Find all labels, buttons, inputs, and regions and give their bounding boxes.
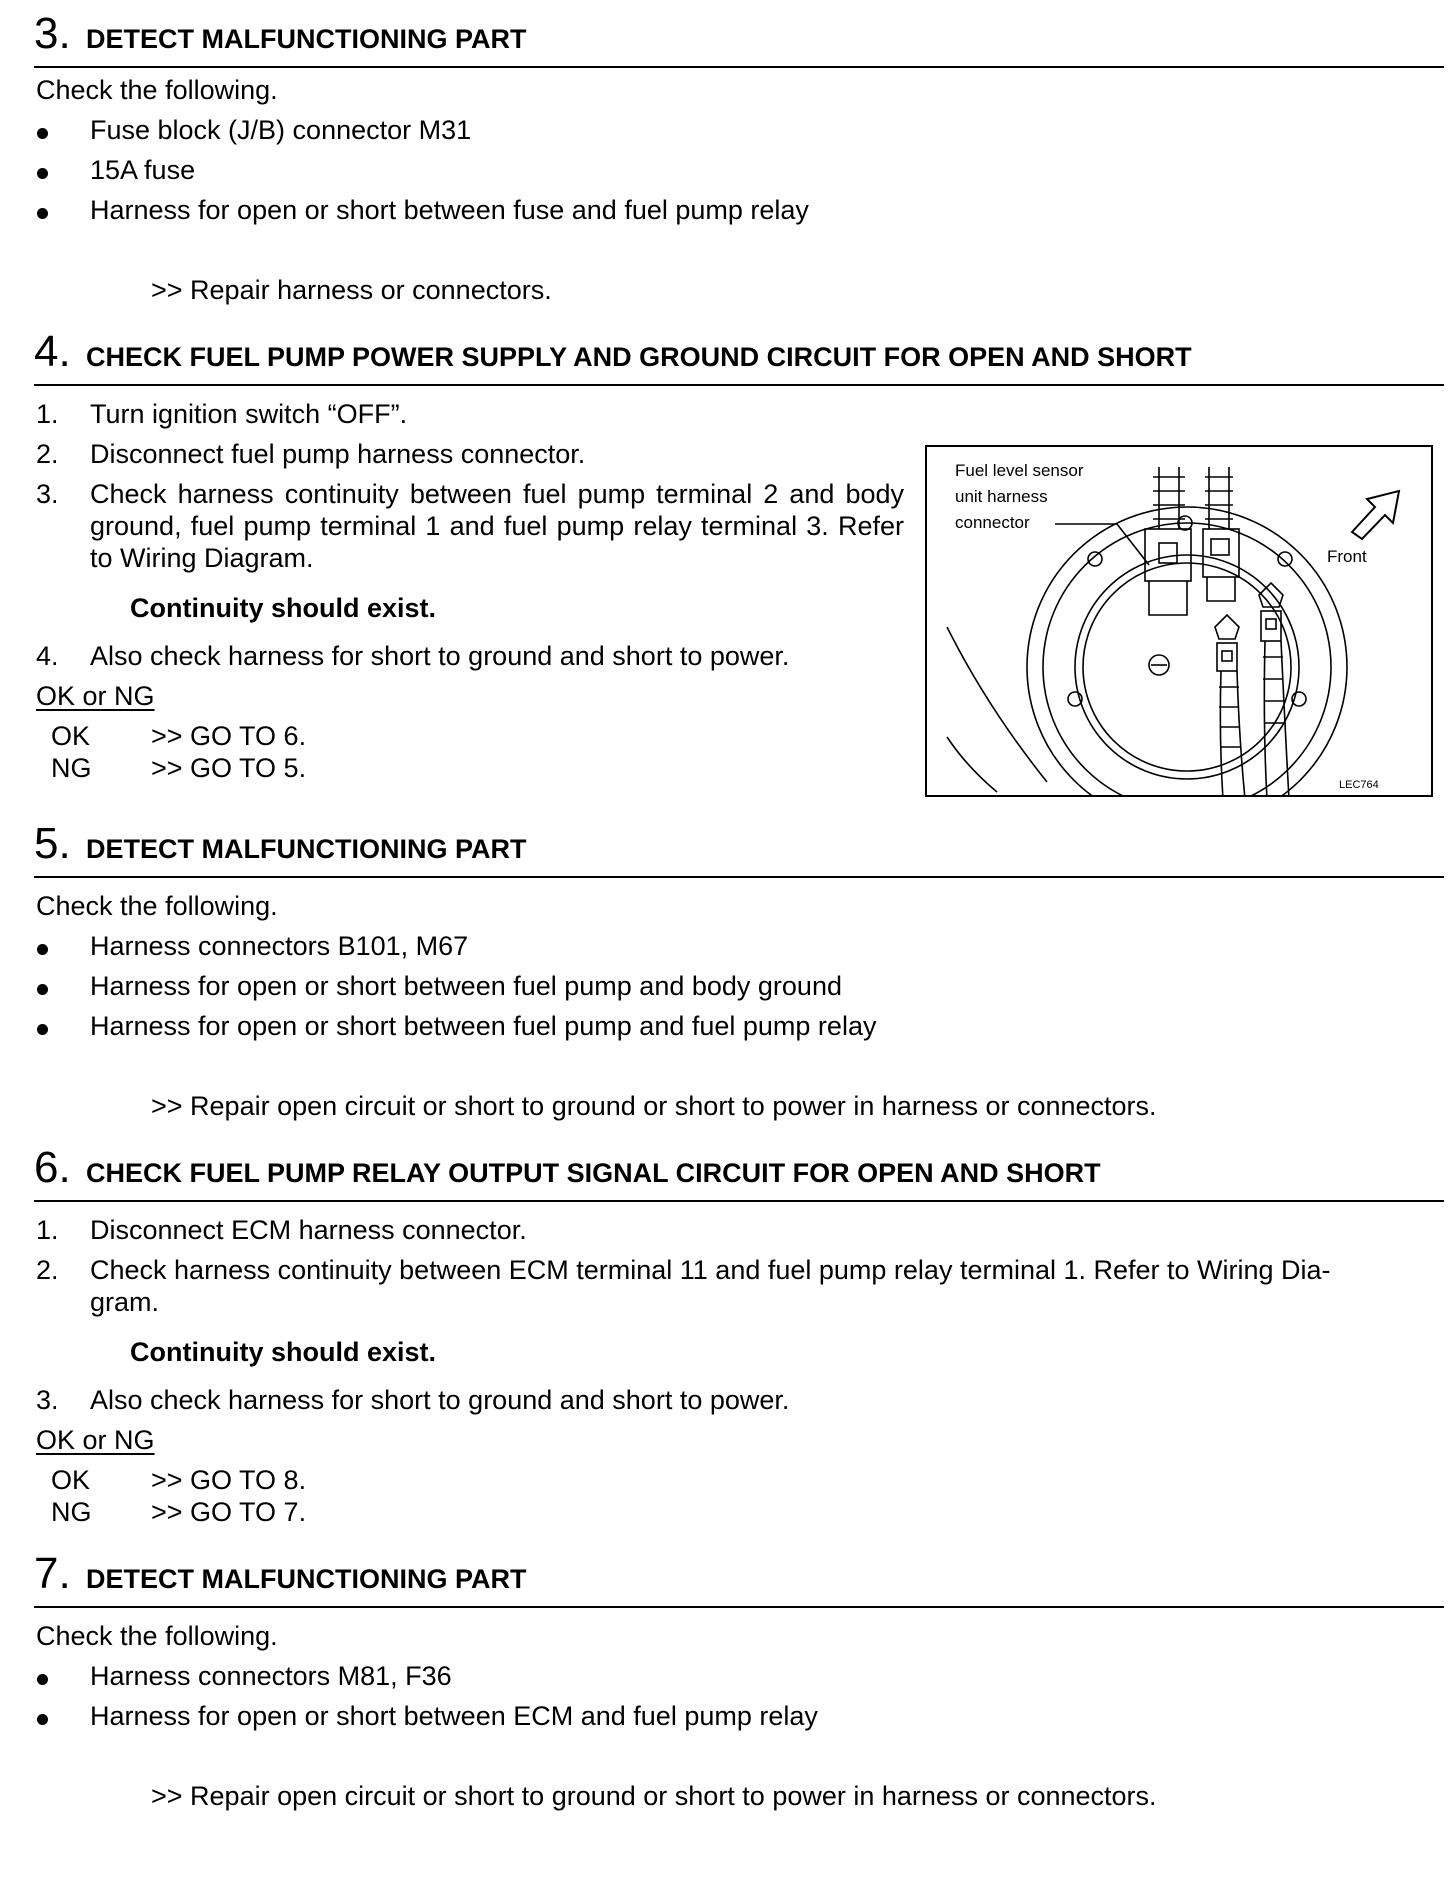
step-item-number: 1. (36, 1215, 59, 1245)
step-number: 7. (34, 1549, 71, 1598)
step-item-text: Also check harness for short to ground and short to power. (90, 1385, 790, 1415)
step-item-text: Turn ignition switch “OFF”. (90, 399, 408, 429)
ng-label: NG (51, 753, 92, 783)
step-item-number: 4. (36, 641, 59, 671)
repair-action: >> Repair open circuit or short to ground or short to power in harness or connectors. (151, 1781, 1157, 1811)
step-number: 6. (34, 1143, 71, 1192)
repair-action: >> Repair harness or connectors. (151, 275, 552, 305)
bullet-icon (37, 208, 48, 219)
repair-action: >> Repair open circuit or short to ground or short to power in harness or connectors. (151, 1091, 1157, 1121)
step-title: CHECK FUEL PUMP POWER SUPPLY AND GROUND CIRCUIT FOR OPEN AND SHORT (86, 342, 1192, 372)
step-item-number: 3. (36, 1385, 59, 1415)
figure-code: LEC764 (1339, 779, 1379, 791)
continuity-note: Continuity should exist. (130, 593, 437, 623)
step-item-number: 2. (36, 1255, 59, 1285)
step-title: DETECT MALFUNCTIONING PART (86, 1564, 527, 1594)
list-item: Harness for open or short between ECM and fuel pump relay (90, 1701, 818, 1731)
step-7-header (34, 1540, 1444, 1608)
list-item: Harness connectors B101, M67 (90, 931, 469, 961)
step-item-text: Also check harness for short to ground and short to power. (90, 641, 790, 671)
step-intro: Check the following. (36, 75, 278, 105)
bullet-icon (37, 1024, 48, 1035)
ok-label: OK (51, 1465, 91, 1495)
ok-ng-label: OK or NG (36, 681, 155, 711)
figure-label: connector (955, 513, 1030, 532)
step-item-text: Disconnect fuel pump harness connector. (90, 439, 586, 469)
figure-label: Fuel level sensor (955, 461, 1084, 480)
step-title: DETECT MALFUNCTIONING PART (86, 24, 527, 54)
list-item: Harness for open or short between fuel pump and fuel pump relay (90, 1011, 877, 1041)
step-item-number: 2. (36, 439, 59, 469)
list-item: Harness connectors M81, F36 (90, 1661, 452, 1691)
step-item-text: gram. (90, 1287, 160, 1317)
step-item-text: Check harness continuity between ECM terminal 11 and fuel pump relay terminal 1. Refer to Wiring Dia- (90, 1255, 1331, 1285)
step-item-text: Check harness continuity between fuel pump terminal 2 and body ground, fuel pump terminal 1 and fuel pump relay terminal 3. Refer to Wiring Diagram. (90, 479, 904, 573)
step-number: 5. (34, 819, 71, 868)
ng-action: >> GO TO 5. (151, 753, 307, 783)
bullet-icon (37, 128, 48, 139)
step-intro: Check the following. (36, 891, 278, 921)
bullet-icon (37, 1714, 48, 1725)
step-6-header (34, 1134, 1444, 1202)
fuel-pump-connector-figure (925, 445, 1433, 797)
step-number: 3. (34, 9, 71, 58)
step-item-text: Disconnect ECM harness connector. (90, 1215, 527, 1245)
step-number: 4. (34, 327, 71, 376)
ok-ng-label: OK or NG (36, 1425, 155, 1455)
step-3-header (34, 0, 1444, 68)
step-4-header (34, 318, 1444, 386)
step-intro: Check the following. (36, 1621, 278, 1651)
list-item: Harness for open or short between fuse and fuel pump relay (90, 195, 809, 225)
front-label: Front (1327, 547, 1367, 566)
step-5-header (34, 810, 1444, 878)
ok-label: OK (51, 721, 91, 751)
ng-label: NG (51, 1497, 92, 1527)
ng-action: >> GO TO 7. (151, 1497, 307, 1527)
step-item-number: 1. (36, 399, 59, 429)
bullet-icon (37, 944, 48, 955)
step-item-number: 3. (36, 479, 59, 509)
bullet-icon (37, 984, 48, 995)
step-title: DETECT MALFUNCTIONING PART (86, 834, 527, 864)
bullet-icon (37, 168, 48, 179)
front-arrow-icon (1352, 491, 1399, 539)
list-item: 15A fuse (90, 155, 196, 185)
figure-label: unit harness (955, 487, 1048, 506)
bullet-icon (37, 1674, 48, 1685)
list-item: Fuse block (J/B) connector M31 (90, 115, 472, 145)
step-title: CHECK FUEL PUMP RELAY OUTPUT SIGNAL CIRCUIT FOR OPEN AND SHORT (86, 1158, 1101, 1188)
ok-action: >> GO TO 8. (151, 1465, 307, 1495)
continuity-note: Continuity should exist. (130, 1337, 437, 1367)
ok-action: >> GO TO 6. (151, 721, 307, 751)
list-item: Harness for open or short between fuel pump and body ground (90, 971, 842, 1001)
